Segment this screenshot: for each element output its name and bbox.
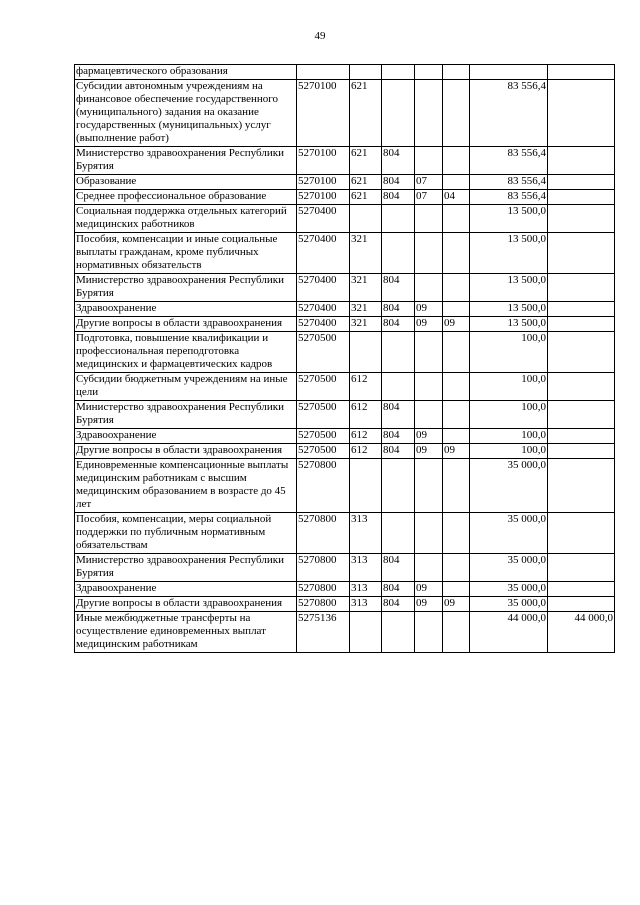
expense-type-cell: 612 (350, 401, 382, 429)
row-name-cell: Среднее профессиональное образование (75, 190, 297, 205)
table-row (75, 317, 615, 332)
target-code-cell: 5270500 (297, 373, 350, 401)
section-cell (415, 332, 443, 373)
table-row (75, 554, 615, 582)
row-name-cell: Социальная поддержка отдельных категорий медицинских работников (75, 205, 297, 233)
table-row (75, 459, 615, 513)
table-row (75, 597, 615, 612)
expense-type-cell: 612 (350, 429, 382, 444)
target-code-cell: 5270400 (297, 233, 350, 274)
table-row (75, 80, 615, 147)
department-cell: 804 (382, 401, 415, 429)
amount-cell: 35 000,0 (470, 582, 548, 597)
amount-cell: 100,0 (470, 429, 548, 444)
table-row (75, 175, 615, 190)
table-row (75, 65, 615, 80)
amount-cell: 83 556,4 (470, 190, 548, 205)
table-row (75, 444, 615, 459)
expense-type-cell: 612 (350, 373, 382, 401)
subsection-cell (443, 612, 470, 653)
section-cell (415, 80, 443, 147)
section-cell (415, 459, 443, 513)
expense-type-cell: 621 (350, 190, 382, 205)
row-name-cell: Здравоохранение (75, 582, 297, 597)
section-cell (415, 554, 443, 582)
department-cell: 804 (382, 317, 415, 332)
amount-cell: 13 500,0 (470, 302, 548, 317)
amount-cell: 83 556,4 (470, 80, 548, 147)
subvention-amount-cell (548, 317, 615, 332)
subsection-cell: 04 (443, 190, 470, 205)
target-code-cell: 5270400 (297, 205, 350, 233)
section-cell (415, 401, 443, 429)
subvention-amount-cell (548, 302, 615, 317)
row-name-cell: Здравоохранение (75, 302, 297, 317)
amount-cell: 13 500,0 (470, 274, 548, 302)
expense-type-cell: 313 (350, 513, 382, 554)
subsection-cell (443, 513, 470, 554)
expense-type-cell: 313 (350, 597, 382, 612)
section-cell (415, 612, 443, 653)
section-cell (415, 205, 443, 233)
target-code-cell: 5270100 (297, 147, 350, 175)
table-row (75, 190, 615, 205)
target-code-cell: 5270400 (297, 302, 350, 317)
subvention-amount-cell: 44 000,0 (548, 612, 615, 653)
section-cell (415, 65, 443, 80)
table-row (75, 612, 615, 653)
subsection-cell (443, 147, 470, 175)
department-cell: 804 (382, 274, 415, 302)
row-name-cell: Министерство здравоохранения Республики Бурятия (75, 554, 297, 582)
row-name-cell: Министерство здравоохранения Республики Бурятия (75, 274, 297, 302)
subvention-amount-cell (548, 513, 615, 554)
amount-cell: 13 500,0 (470, 205, 548, 233)
subsection-cell (443, 554, 470, 582)
subsection-cell: 09 (443, 444, 470, 459)
section-cell (415, 513, 443, 554)
subsection-cell (443, 175, 470, 190)
subsection-cell: 09 (443, 597, 470, 612)
section-cell: 09 (415, 582, 443, 597)
department-cell: 804 (382, 147, 415, 175)
expense-type-cell: 313 (350, 582, 382, 597)
row-name-cell: Министерство здравоохранения Республики Бурятия (75, 147, 297, 175)
department-cell: 804 (382, 597, 415, 612)
target-code-cell: 5270100 (297, 190, 350, 205)
subvention-amount-cell (548, 175, 615, 190)
department-cell (382, 459, 415, 513)
expense-type-cell: 321 (350, 233, 382, 274)
row-name-cell: Пособия, компенсации и иные социальные выплаты гражданам, кроме публичных нормативных обязательств (75, 233, 297, 274)
subvention-amount-cell (548, 205, 615, 233)
table-row (75, 513, 615, 554)
subsection-cell (443, 233, 470, 274)
row-name-cell: фармацевтического образования (75, 65, 297, 80)
target-code-cell: 5270100 (297, 175, 350, 190)
subvention-amount-cell (548, 554, 615, 582)
target-code-cell: 5270500 (297, 444, 350, 459)
target-code-cell: 5270500 (297, 332, 350, 373)
target-code-cell: 5270800 (297, 513, 350, 554)
section-cell (415, 373, 443, 401)
table-row (75, 401, 615, 429)
target-code-cell: 5270500 (297, 429, 350, 444)
table-row (75, 302, 615, 317)
amount-cell (470, 65, 548, 80)
row-name-cell: Здравоохранение (75, 429, 297, 444)
section-cell (415, 147, 443, 175)
subsection-cell (443, 274, 470, 302)
expense-type-cell: 621 (350, 80, 382, 147)
expense-type-cell (350, 205, 382, 233)
page-number: 49 (314, 30, 326, 42)
subvention-amount-cell (548, 373, 615, 401)
subsection-cell (443, 459, 470, 513)
department-cell: 804 (382, 444, 415, 459)
amount-cell: 83 556,4 (470, 175, 548, 190)
amount-cell: 100,0 (470, 373, 548, 401)
row-name-cell: Образование (75, 175, 297, 190)
budget-table (74, 64, 615, 653)
department-cell: 804 (382, 302, 415, 317)
department-cell (382, 80, 415, 147)
row-name-cell: Министерство здравоохранения Республики Бурятия (75, 401, 297, 429)
amount-cell: 35 000,0 (470, 459, 548, 513)
target-code-cell: 5275136 (297, 612, 350, 653)
subvention-amount-cell (548, 147, 615, 175)
row-name-cell: Единовременные компенсационные выплаты медицинским работникам с высшим медицинским образованием в возрасте до 45 лет (75, 459, 297, 513)
section-cell: 09 (415, 597, 443, 612)
expense-type-cell (350, 332, 382, 373)
target-code-cell: 5270800 (297, 459, 350, 513)
expense-type-cell (350, 65, 382, 80)
row-name-cell: Иные межбюджетные трансферты на осуществление единовременных выплат медицинским работникам (75, 612, 297, 653)
row-name-cell: Другие вопросы в области здравоохранения (75, 317, 297, 332)
subvention-amount-cell (548, 65, 615, 80)
expense-type-cell (350, 459, 382, 513)
department-cell (382, 65, 415, 80)
table-row (75, 233, 615, 274)
amount-cell: 13 500,0 (470, 317, 548, 332)
target-code-cell (297, 65, 350, 80)
subvention-amount-cell (548, 597, 615, 612)
expense-type-cell (350, 612, 382, 653)
table-row (75, 274, 615, 302)
row-name-cell: Субсидии бюджетным учреждениям на иные цели (75, 373, 297, 401)
section-cell: 07 (415, 190, 443, 205)
section-cell (415, 233, 443, 274)
subsection-cell (443, 582, 470, 597)
section-cell: 09 (415, 429, 443, 444)
subsection-cell (443, 373, 470, 401)
subvention-amount-cell (548, 401, 615, 429)
target-code-cell: 5270800 (297, 597, 350, 612)
department-cell: 804 (382, 429, 415, 444)
target-code-cell: 5270800 (297, 554, 350, 582)
department-cell (382, 373, 415, 401)
expense-type-cell: 321 (350, 274, 382, 302)
target-code-cell: 5270400 (297, 274, 350, 302)
section-cell (415, 274, 443, 302)
expense-type-cell: 313 (350, 554, 382, 582)
amount-cell: 44 000,0 (470, 612, 548, 653)
department-cell: 804 (382, 582, 415, 597)
subvention-amount-cell (548, 190, 615, 205)
target-code-cell: 5270500 (297, 401, 350, 429)
target-code-cell: 5270100 (297, 80, 350, 147)
table-row (75, 332, 615, 373)
subvention-amount-cell (548, 459, 615, 513)
amount-cell: 35 000,0 (470, 597, 548, 612)
subvention-amount-cell (548, 429, 615, 444)
subvention-amount-cell (548, 233, 615, 274)
row-name-cell: Другие вопросы в области здравоохранения (75, 597, 297, 612)
expense-type-cell: 321 (350, 302, 382, 317)
subvention-amount-cell (548, 444, 615, 459)
table-row (75, 429, 615, 444)
amount-cell: 13 500,0 (470, 233, 548, 274)
section-cell: 09 (415, 444, 443, 459)
amount-cell: 35 000,0 (470, 554, 548, 582)
subsection-cell (443, 401, 470, 429)
department-cell: 804 (382, 554, 415, 582)
table-row (75, 582, 615, 597)
amount-cell: 100,0 (470, 401, 548, 429)
department-cell (382, 332, 415, 373)
row-name-cell: Подготовка, повышение квалификации и профессиональная переподготовка медицинских и фармацевтических кадров (75, 332, 297, 373)
table-row (75, 205, 615, 233)
subsection-cell (443, 65, 470, 80)
subvention-amount-cell (548, 274, 615, 302)
section-cell: 07 (415, 175, 443, 190)
table-row (75, 373, 615, 401)
department-cell: 804 (382, 175, 415, 190)
subvention-amount-cell (548, 582, 615, 597)
department-cell (382, 205, 415, 233)
row-name-cell: Другие вопросы в области здравоохранения (75, 444, 297, 459)
expense-type-cell: 621 (350, 147, 382, 175)
subsection-cell (443, 332, 470, 373)
subvention-amount-cell (548, 80, 615, 147)
amount-cell: 83 556,4 (470, 147, 548, 175)
expense-type-cell: 621 (350, 175, 382, 190)
table-row (75, 147, 615, 175)
department-cell (382, 233, 415, 274)
target-code-cell: 5270800 (297, 582, 350, 597)
section-cell: 09 (415, 317, 443, 332)
department-cell (382, 513, 415, 554)
row-name-cell: Пособия, компенсации, меры социальной поддержки по публичным нормативным обязательствам (75, 513, 297, 554)
subsection-cell: 09 (443, 317, 470, 332)
subsection-cell (443, 429, 470, 444)
expense-type-cell: 321 (350, 317, 382, 332)
subsection-cell (443, 302, 470, 317)
subsection-cell (443, 205, 470, 233)
row-name-cell: Субсидии автономным учреждениям на финансовое обеспечение государственного (муниципального) задания на оказание государственных (муниципальных) услуг (выполнение работ) (75, 80, 297, 147)
amount-cell: 100,0 (470, 332, 548, 373)
subvention-amount-cell (548, 332, 615, 373)
department-cell: 804 (382, 190, 415, 205)
amount-cell: 35 000,0 (470, 513, 548, 554)
expense-type-cell: 612 (350, 444, 382, 459)
section-cell: 09 (415, 302, 443, 317)
department-cell (382, 612, 415, 653)
target-code-cell: 5270400 (297, 317, 350, 332)
amount-cell: 100,0 (470, 444, 548, 459)
subsection-cell (443, 80, 470, 147)
